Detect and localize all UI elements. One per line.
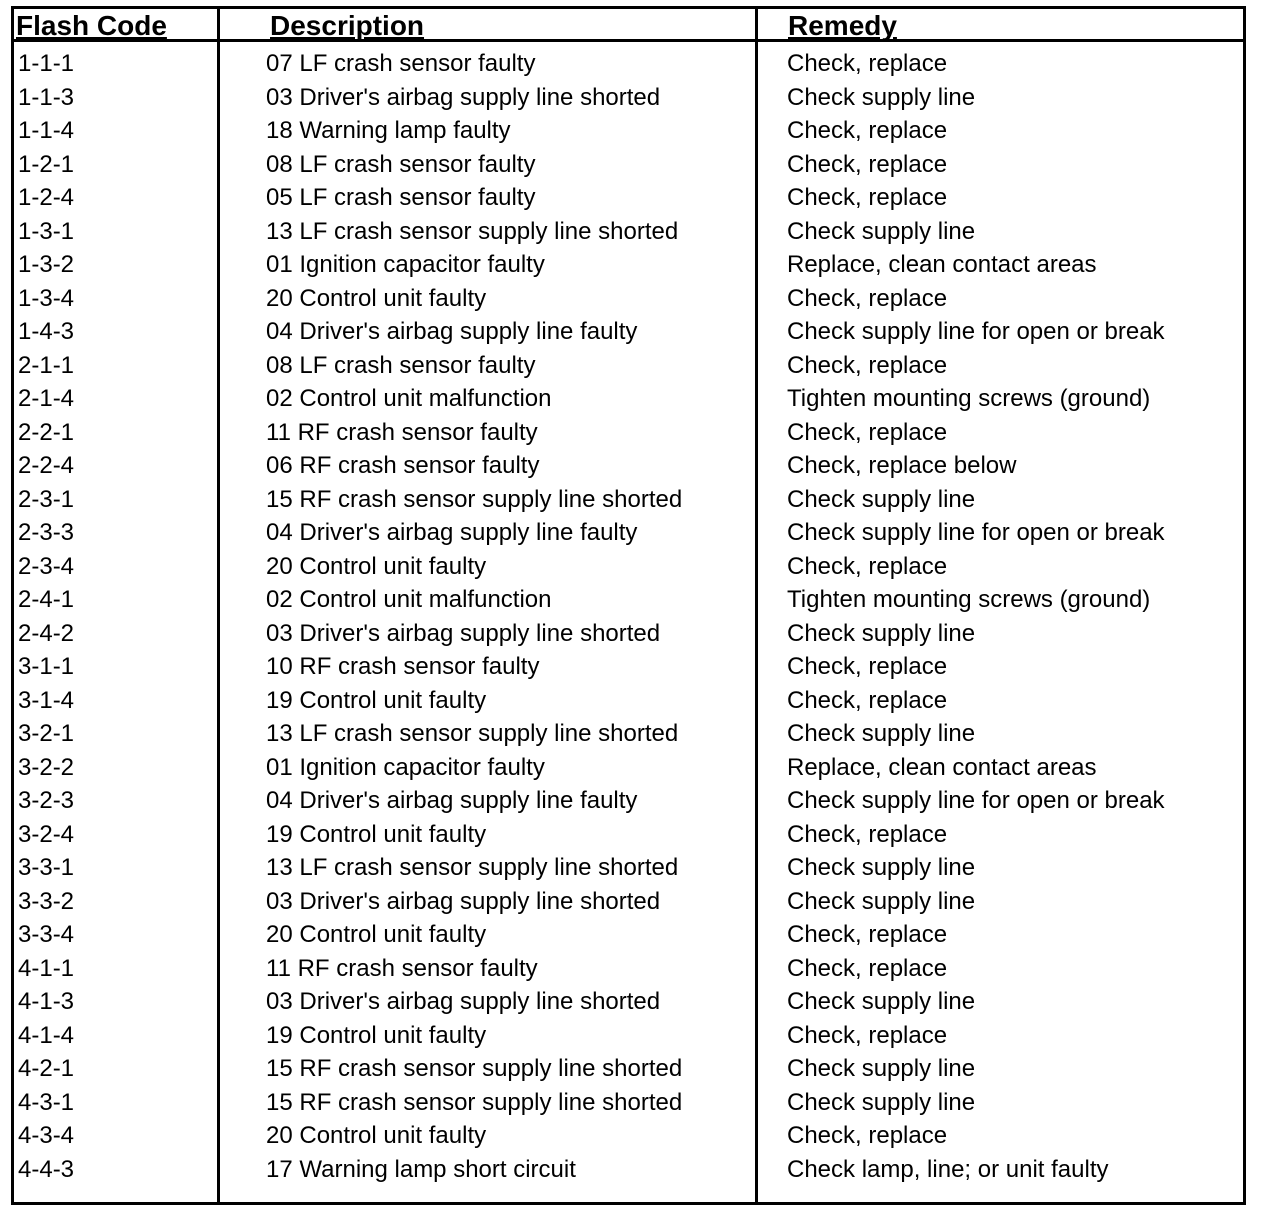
header-description: Description: [270, 10, 425, 41]
flash-code-cell: 1-1-4: [18, 117, 75, 144]
remedy-cell: Check, replace: [787, 552, 948, 580]
description-cell: 08 LF crash sensor faulty: [266, 351, 536, 379]
remedy-cell: Check supply line: [787, 887, 976, 915]
remedy-cell: Check, replace: [787, 117, 948, 144]
remedy-cell: Check, replace: [787, 653, 948, 680]
table-row: [14, 717, 1243, 751]
remedy-cell: Check supply line: [787, 217, 976, 245]
remedy-cell: Tighten mounting screws (ground): [787, 385, 1151, 412]
flash-code-cell: 4-1-3: [18, 988, 75, 1015]
remedy-cell: Check, replace: [787, 686, 948, 714]
remedy-cell: Check supply line: [787, 619, 976, 647]
table-row: [14, 1153, 1243, 1187]
remedy-cell: Check lamp, line; or unit faulty: [787, 1155, 1109, 1183]
table-row: [14, 1086, 1243, 1120]
header-remedy: Remedy: [788, 10, 897, 41]
table-row: [14, 1019, 1243, 1053]
table-row: [14, 382, 1243, 416]
remedy-cell: Check, replace below: [787, 452, 1017, 479]
flash-code-cell: 2-1-4: [18, 385, 75, 412]
description-cell: 19 Control unit faulty: [266, 820, 487, 848]
flash-code-cell: 4-1-4: [18, 1021, 75, 1049]
description-cell: 20 Control unit faulty: [266, 921, 487, 948]
table-row: [14, 248, 1243, 282]
description-cell: 01 Ignition capacitor faulty: [266, 251, 545, 278]
description-cell: 07 LF crash sensor faulty: [266, 50, 536, 77]
table-row: [14, 114, 1243, 148]
table-row: [14, 550, 1243, 584]
flash-code-cell: 1-1-3: [18, 83, 75, 111]
flash-code-cell: 1-1-1: [18, 50, 75, 77]
flash-code-cell: 3-2-1: [18, 720, 75, 747]
table-row: [14, 416, 1243, 450]
remedy-cell: Check supply line: [787, 720, 976, 747]
description-cell: 13 LF crash sensor supply line shorted: [266, 217, 679, 245]
flash-code-cell: 3-2-3: [18, 787, 75, 814]
flash-code-cell: 1-3-2: [18, 251, 75, 278]
remedy-cell: Check, replace: [787, 284, 948, 312]
table-row: [14, 851, 1243, 885]
flash-code-cell: 2-2-1: [18, 418, 75, 446]
remedy-cell: Check supply line: [787, 1055, 976, 1082]
flash-code-cell: 3-3-2: [18, 887, 75, 915]
remedy-cell: Replace, clean contact areas: [787, 251, 1097, 278]
table-row: [14, 148, 1243, 182]
description-cell: 20 Control unit faulty: [266, 1122, 487, 1149]
flash-code-cell: 1-3-4: [18, 284, 75, 312]
description-cell: 02 Control unit malfunction: [266, 385, 552, 412]
table-row: [14, 1052, 1243, 1086]
remedy-cell: Replace, clean contact areas: [787, 753, 1097, 781]
description-cell: 11 RF crash sensor faulty: [266, 954, 538, 982]
table-row: [14, 885, 1243, 919]
remedy-cell: Check supply line: [787, 485, 976, 513]
flash-code-cell: 3-2-2: [18, 753, 75, 781]
remedy-cell: Check, replace: [787, 351, 948, 379]
table-row: [14, 684, 1243, 718]
flash-code-cell: 1-4-3: [18, 318, 75, 345]
remedy-cell: Check, replace: [787, 50, 948, 77]
flash-code-cell: 4-4-3: [18, 1155, 75, 1183]
flash-code-cell: 1-2-1: [18, 150, 75, 178]
description-cell: 03 Driver's airbag supply line shorted: [266, 619, 661, 647]
table-row: [14, 81, 1243, 115]
table-row: [14, 181, 1243, 215]
remedy-cell: Tighten mounting screws (ground): [787, 586, 1151, 613]
remedy-cell: Check supply line for open or break: [787, 787, 1165, 814]
table-row: [14, 952, 1243, 986]
table-row: [14, 349, 1243, 383]
table-row: [14, 918, 1243, 952]
remedy-cell: Check supply line: [787, 854, 976, 881]
table-row: [14, 1119, 1243, 1153]
description-cell: 02 Control unit malfunction: [266, 586, 552, 613]
description-cell: 19 Control unit faulty: [266, 686, 487, 714]
flash-code-cell: 2-3-4: [18, 552, 75, 580]
remedy-cell: Check, replace: [787, 921, 948, 948]
flash-code-cell: 3-2-4: [18, 820, 75, 848]
flash-code-cell: 4-1-1: [18, 954, 75, 982]
table-row: [14, 47, 1243, 81]
flash-code-table: [11, 6, 1246, 1205]
remedy-cell: Check, replace: [787, 1122, 948, 1149]
description-cell: 03 Driver's airbag supply line shorted: [266, 887, 661, 915]
description-cell: 10 RF crash sensor faulty: [266, 653, 540, 680]
remedy-cell: Check supply line: [787, 1088, 976, 1116]
description-cell: 20 Control unit faulty: [266, 284, 487, 312]
flash-code-cell: 4-2-1: [18, 1055, 75, 1082]
flash-code-cell: 2-2-4: [18, 452, 75, 479]
header-divider: [14, 39, 1243, 42]
table-row: [14, 784, 1243, 818]
flash-code-cell: 3-3-1: [18, 854, 75, 881]
remedy-cell: Check, replace: [787, 1021, 948, 1049]
description-cell: 15 RF crash sensor supply line shorted: [266, 485, 683, 513]
description-cell: 13 LF crash sensor supply line shorted: [266, 854, 679, 881]
flash-code-cell: 2-3-1: [18, 485, 75, 513]
remedy-cell: Check supply line: [787, 83, 976, 111]
description-cell: 04 Driver's airbag supply line faulty: [266, 519, 638, 546]
description-cell: 04 Driver's airbag supply line faulty: [266, 318, 638, 345]
table-row: [14, 449, 1243, 483]
table-row: [14, 315, 1243, 349]
header-flash-code: Flash Code: [16, 10, 167, 41]
description-cell: 01 Ignition capacitor faulty: [266, 753, 545, 781]
description-cell: 18 Warning lamp faulty: [266, 117, 511, 144]
remedy-cell: Check, replace: [787, 150, 948, 178]
description-cell: 11 RF crash sensor faulty: [266, 418, 538, 446]
remedy-cell: Check, replace: [787, 418, 948, 446]
remedy-cell: Check, replace: [787, 184, 948, 211]
description-cell: 20 Control unit faulty: [266, 552, 487, 580]
flash-code-cell: 2-1-1: [18, 351, 75, 379]
table-row: [14, 483, 1243, 517]
description-cell: 05 LF crash sensor faulty: [266, 184, 536, 211]
remedy-cell: Check supply line: [787, 988, 976, 1015]
table-body: [14, 47, 1243, 1186]
flash-code-cell: 3-1-4: [18, 686, 75, 714]
table-row: [14, 985, 1243, 1019]
flash-code-cell: 3-1-1: [18, 653, 75, 680]
description-cell: 15 RF crash sensor supply line shorted: [266, 1055, 683, 1082]
table-row: [14, 583, 1243, 617]
flash-code-cell: 4-3-1: [18, 1088, 75, 1116]
flash-code-cell: 2-3-3: [18, 519, 75, 546]
flash-code-cell: 4-3-4: [18, 1122, 75, 1149]
flash-code-cell: 1-3-1: [18, 217, 75, 245]
flash-code-cell: 1-2-4: [18, 184, 75, 211]
flash-code-cell: 3-3-4: [18, 921, 75, 948]
remedy-cell: Check supply line for open or break: [787, 318, 1165, 345]
description-cell: 15 RF crash sensor supply line shorted: [266, 1088, 683, 1116]
table-row: [14, 215, 1243, 249]
description-cell: 03 Driver's airbag supply line shorted: [266, 83, 661, 111]
description-cell: 19 Control unit faulty: [266, 1021, 487, 1049]
flash-code-cell: 2-4-1: [18, 586, 75, 613]
description-cell: 17 Warning lamp short circuit: [266, 1155, 576, 1183]
table-row: [14, 617, 1243, 651]
flash-code-cell: 2-4-2: [18, 619, 75, 647]
table-row: [14, 516, 1243, 550]
remedy-cell: Check supply line for open or break: [787, 519, 1165, 546]
table-row: [14, 818, 1243, 852]
table-row: [14, 650, 1243, 684]
remedy-cell: Check, replace: [787, 820, 948, 848]
description-cell: 06 RF crash sensor faulty: [266, 452, 540, 479]
remedy-cell: Check, replace: [787, 954, 948, 982]
table-row: [14, 751, 1243, 785]
description-cell: 08 LF crash sensor faulty: [266, 150, 536, 178]
description-cell: 13 LF crash sensor supply line shorted: [266, 720, 679, 747]
description-cell: 04 Driver's airbag supply line faulty: [266, 787, 638, 814]
description-cell: 03 Driver's airbag supply line shorted: [266, 988, 661, 1015]
table-row: [14, 282, 1243, 316]
